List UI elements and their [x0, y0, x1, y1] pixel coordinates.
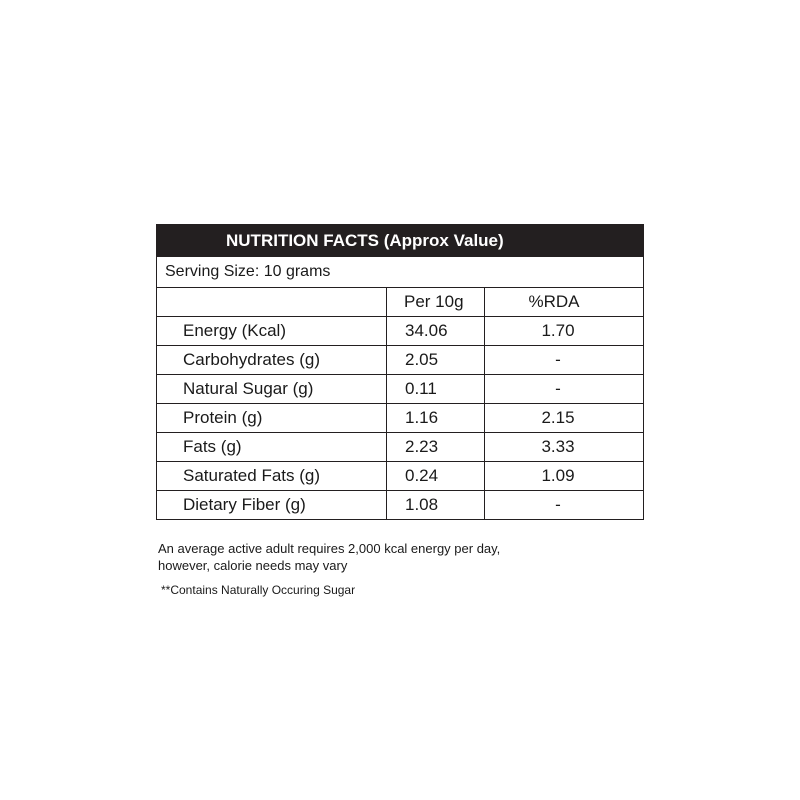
nutrition-facts-panel — [156, 224, 643, 520]
column-header-per-10g: Per 10g — [387, 288, 485, 317]
table-row — [157, 491, 644, 520]
energy-note-line-1: An average active adult requires 2,000 kcal energy per day, — [158, 541, 501, 556]
nutrient-per-10g: 1.16 — [387, 404, 485, 433]
nutrient-rda: 1.09 — [485, 462, 644, 491]
nutrient-name: Fats (g) — [157, 433, 387, 462]
sugar-footnote: **Contains Naturally Occuring Sugar — [161, 583, 356, 597]
nutrient-per-10g: 0.11 — [387, 375, 485, 404]
nutrient-per-10g: 34.06 — [387, 317, 485, 346]
nutrient-per-10g: 0.24 — [387, 462, 485, 491]
nutrient-per-10g: 1.08 — [387, 491, 485, 520]
nutrient-name: Dietary Fiber (g) — [157, 491, 387, 520]
column-header-row — [157, 288, 644, 317]
nutrient-name: Carbohydrates (g) — [157, 346, 387, 375]
title-row — [157, 225, 644, 257]
table-row — [157, 317, 644, 346]
nutrient-name: Protein (g) — [157, 404, 387, 433]
energy-requirement-note — [158, 540, 598, 574]
column-header-rda: %RDA — [485, 288, 644, 317]
table-row — [157, 404, 644, 433]
serving-size: Serving Size: 10 grams — [157, 257, 644, 288]
nutrition-facts-table — [156, 224, 644, 520]
nutrient-rda: - — [485, 375, 644, 404]
energy-note-line-2: however, calorie needs may vary — [158, 558, 348, 573]
nutrient-name: Saturated Fats (g) — [157, 462, 387, 491]
nutrient-name: Energy (Kcal) — [157, 317, 387, 346]
nutrient-rda: - — [485, 346, 644, 375]
table-row — [157, 346, 644, 375]
nutrient-rda: 1.70 — [485, 317, 644, 346]
table-row — [157, 433, 644, 462]
nutrient-name: Natural Sugar (g) — [157, 375, 387, 404]
nutrient-per-10g: 2.23 — [387, 433, 485, 462]
table-row — [157, 375, 644, 404]
table-row — [157, 462, 644, 491]
nutrient-per-10g: 2.05 — [387, 346, 485, 375]
nutrient-rda: 3.33 — [485, 433, 644, 462]
nutrient-rda: - — [485, 491, 644, 520]
column-header-nutrient — [157, 288, 387, 317]
nutrient-rda: 2.15 — [485, 404, 644, 433]
nutrition-facts-title: NUTRITION FACTS (Approx Value) — [157, 225, 644, 257]
serving-size-row — [157, 257, 644, 288]
